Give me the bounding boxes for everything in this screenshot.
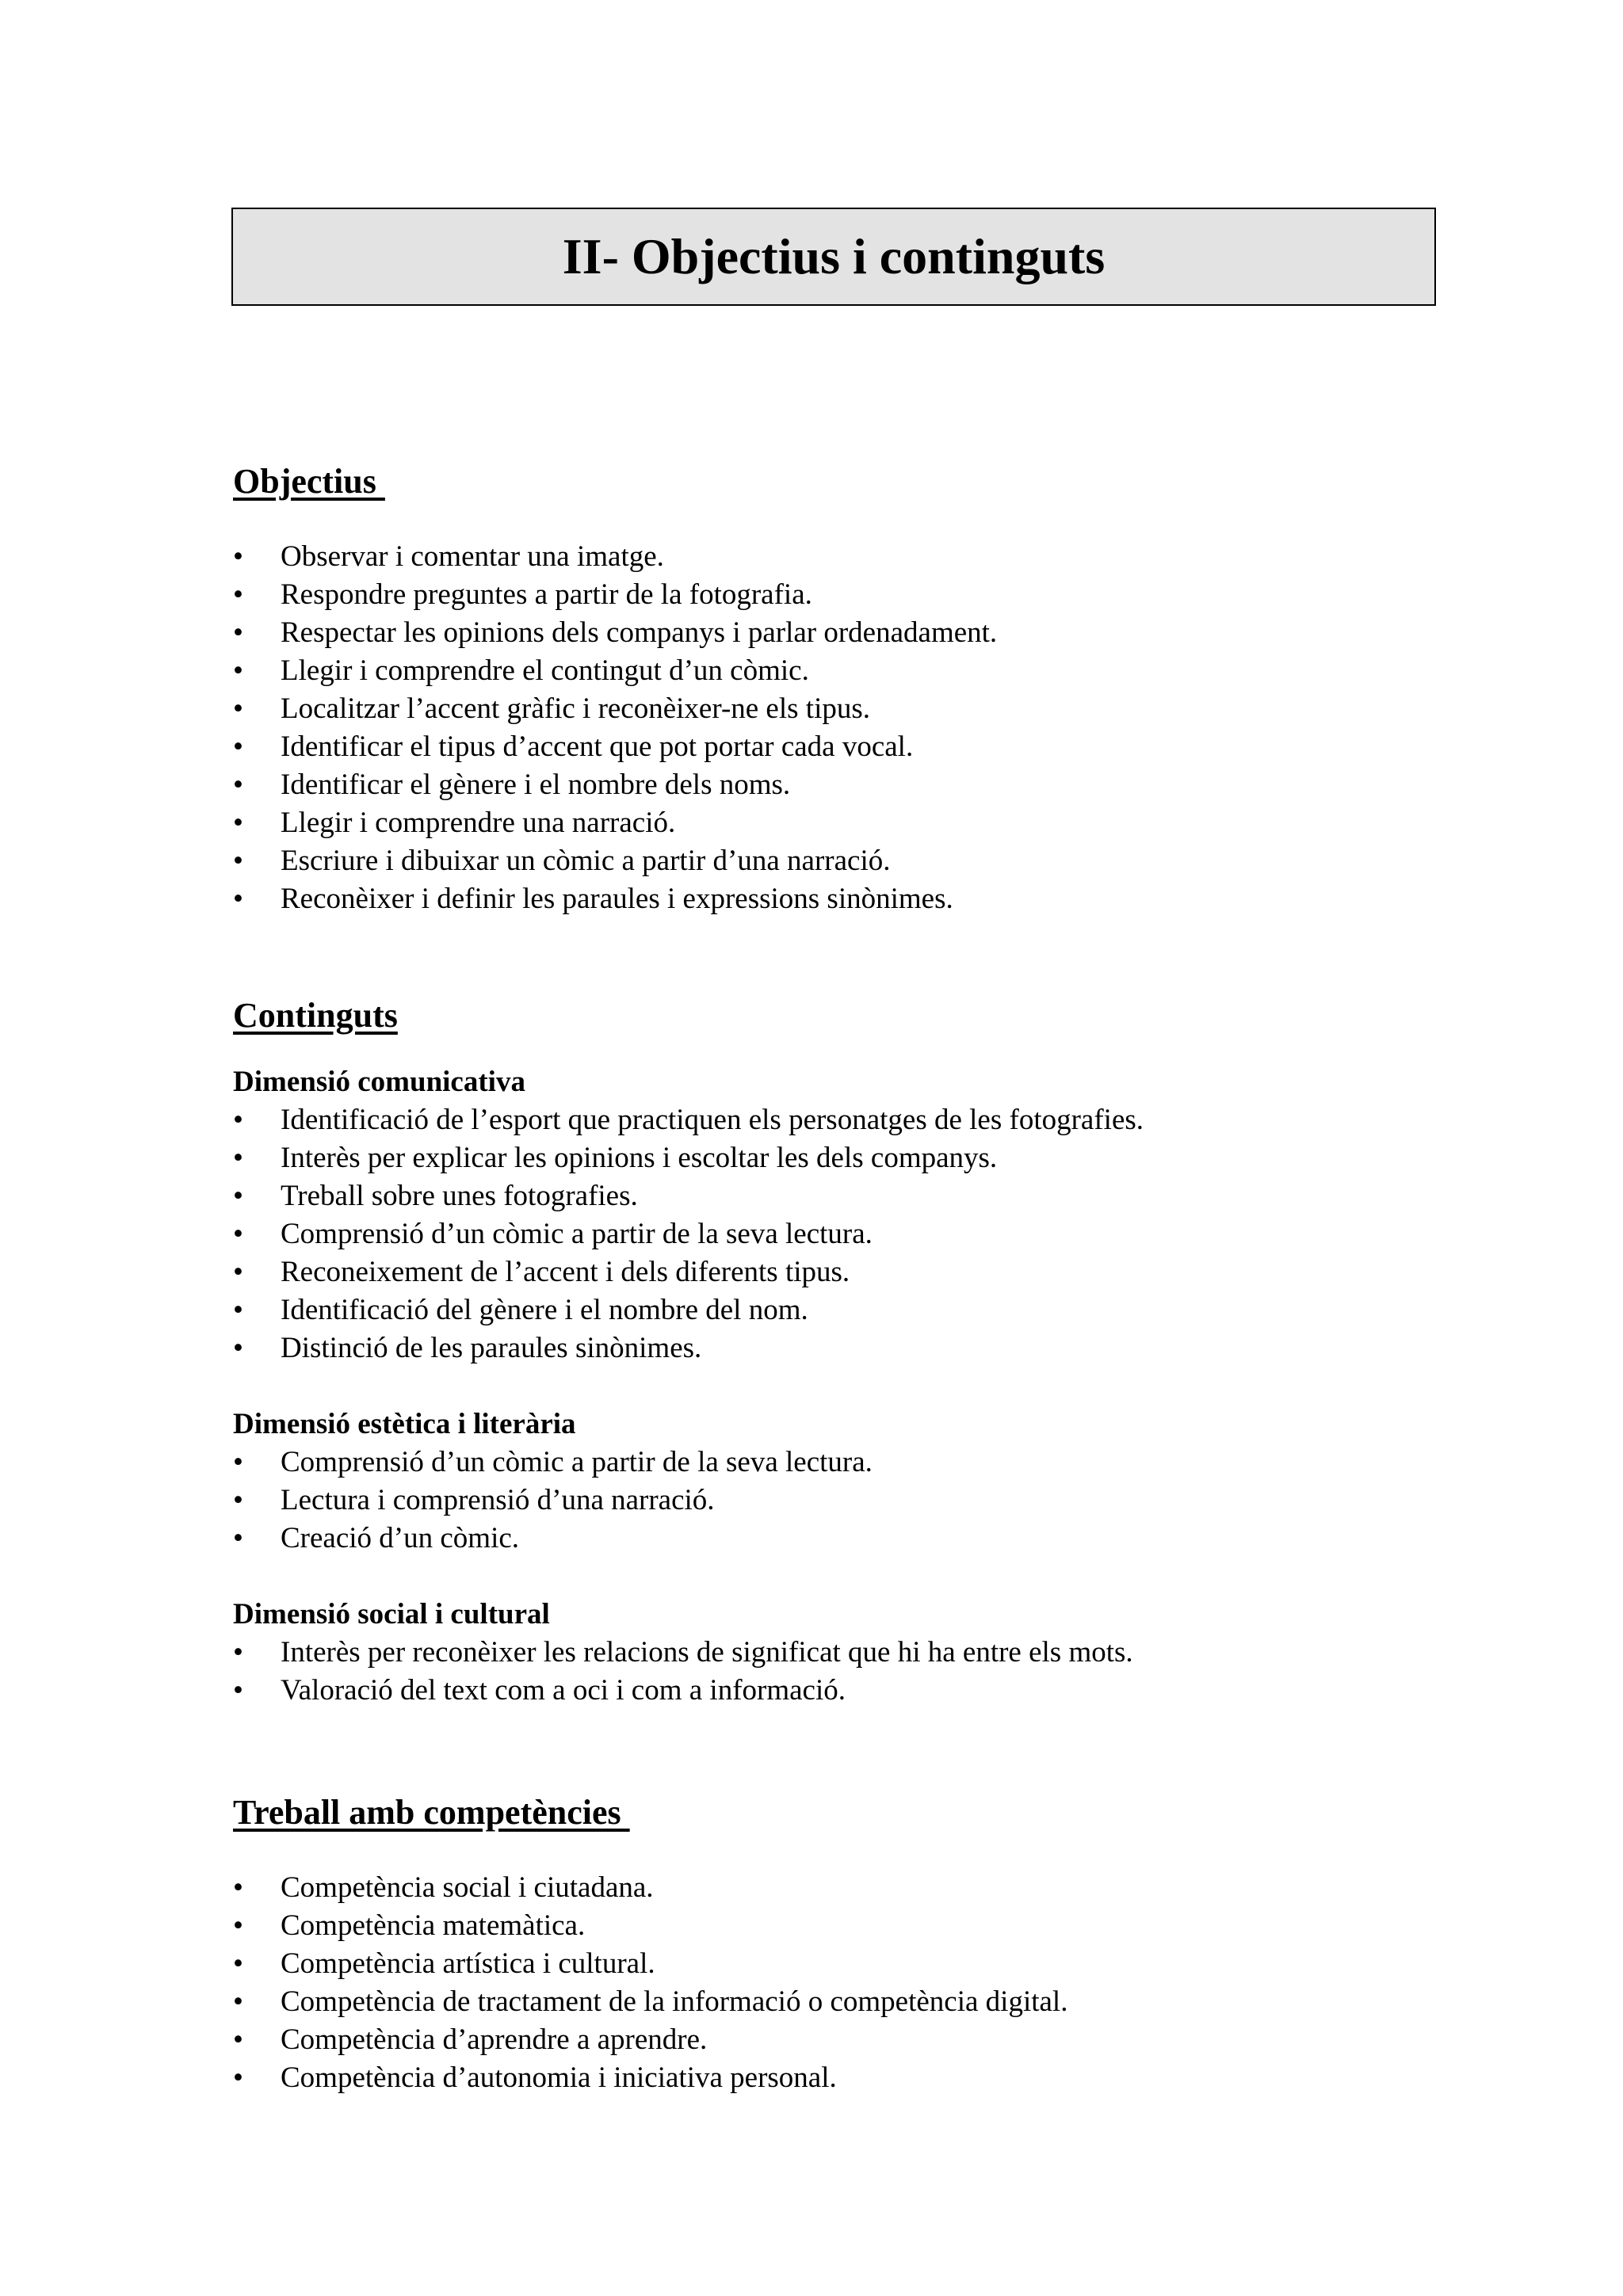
list-item: • Localitzar l’accent gràfic i reconèixer-ne els tipus. (233, 690, 997, 728)
objectius-heading: Objectius (233, 462, 385, 501)
dimensio-comunicativa-group (233, 1063, 1144, 1367)
list-item: • Competència social i ciutadana. (233, 1869, 1067, 1907)
bullet-glyph: • (233, 1985, 243, 2018)
objectius-list (233, 538, 997, 918)
list-item: • Interès per reconèixer les relacions de significat que hi ha entre els mots. (233, 1634, 1144, 1672)
bullet-glyph: • (233, 2023, 243, 2056)
list-item: • Respondre preguntes a partir de la fotografia. (233, 576, 997, 614)
bullet-glyph: • (233, 1674, 243, 1707)
list-item: • Identificació de l’esport que practiquen els personatges de les fotografies. (233, 1101, 1144, 1139)
list-item: • Llegir i comprendre una narració. (233, 804, 997, 842)
dimensio-social-group (233, 1596, 1144, 1710)
bullet-glyph: • (233, 1142, 243, 1174)
continguts-section (233, 998, 1144, 1710)
bullet-glyph: • (233, 1218, 243, 1250)
bullet-glyph: • (233, 1636, 243, 1669)
bullet-glyph: • (233, 883, 243, 915)
bullet-glyph: • (233, 616, 243, 649)
list-item: • Respectar les opinions dels companys i parlar ordenadament. (233, 614, 997, 652)
dimensio-estetica-group (233, 1405, 1144, 1558)
list-item: • Identificació del gènere i el nombre del nom. (233, 1291, 1144, 1329)
bullet-glyph: • (233, 730, 243, 763)
group-title: Dimensió estètica i literària (233, 1408, 576, 1440)
page-title-box (231, 208, 1436, 306)
group-title: Dimensió social i cultural (233, 1598, 550, 1630)
bullet-glyph: • (233, 1522, 243, 1554)
list-item: • Competència artística i cultural. (233, 1945, 1067, 1983)
bullet-glyph: • (233, 1909, 243, 1942)
continguts-heading: Continguts (233, 996, 398, 1035)
group-list (233, 1101, 1144, 1367)
list-item: • Identificar el tipus d’accent que pot portar cada vocal. (233, 728, 997, 766)
list-item: • Competència matemàtica. (233, 1907, 1067, 1945)
list-item: • Llegir i comprendre el contingut d’un còmic. (233, 652, 997, 690)
bullet-glyph: • (233, 1180, 243, 1212)
bullet-glyph: • (233, 769, 243, 801)
list-item: • Competència de tractament de la informació o competència digital. (233, 1983, 1067, 2021)
bullet-glyph: • (233, 1332, 243, 1364)
competencies-heading: Treball amb competències (233, 1793, 630, 1832)
bullet-glyph: • (233, 1947, 243, 1980)
objectius-section (233, 464, 997, 918)
list-item: • Treball sobre unes fotografies. (233, 1177, 1144, 1215)
bullet-glyph: • (233, 1256, 243, 1288)
list-item: • Reconeixement de l’accent i dels diferents tipus. (233, 1253, 1144, 1291)
list-item: • Observar i comentar una imatge. (233, 538, 997, 576)
list-item: • Identificar el gènere i el nombre dels noms. (233, 766, 997, 804)
bullet-glyph: • (233, 2061, 243, 2094)
list-item: • Distinció de les paraules sinònimes. (233, 1329, 1144, 1367)
bullet-glyph: • (233, 578, 243, 611)
group-list (233, 1634, 1144, 1710)
group-list (233, 1444, 1144, 1558)
bullet-glyph: • (233, 845, 243, 877)
competencies-list (233, 1869, 1067, 2097)
list-item: • Reconèixer i definir les paraules i expressions sinònimes. (233, 880, 997, 918)
list-item: • Escriure i dibuixar un còmic a partir d’una narració. (233, 842, 997, 880)
page-title: II- Objectius i continguts (562, 228, 1106, 284)
bullet-glyph: • (233, 1871, 243, 1904)
bullet-glyph: • (233, 654, 243, 687)
bullet-glyph: • (233, 1104, 243, 1136)
group-title: Dimensió comunicativa (233, 1066, 525, 1098)
competencies-section (233, 1795, 1067, 2097)
list-item: • Interès per explicar les opinions i escoltar les dels companys. (233, 1139, 1144, 1177)
bullet-glyph: • (233, 1446, 243, 1478)
list-item: • Competència d’autonomia i iniciativa personal. (233, 2059, 1067, 2097)
list-item: • Lectura i comprensió d’una narració. (233, 1482, 1144, 1520)
bullet-glyph: • (233, 540, 243, 573)
list-item: • Valoració del text com a oci i com a informació. (233, 1672, 1144, 1710)
list-item: • Creació d’un còmic. (233, 1520, 1144, 1558)
bullet-glyph: • (233, 807, 243, 839)
list-item: • Comprensió d’un còmic a partir de la seva lectura. (233, 1444, 1144, 1482)
bullet-glyph: • (233, 1484, 243, 1516)
list-item: • Competència d’aprendre a aprendre. (233, 2021, 1067, 2059)
bullet-glyph: • (233, 1294, 243, 1326)
list-item: • Comprensió d’un còmic a partir de la seva lectura. (233, 1215, 1144, 1253)
bullet-glyph: • (233, 692, 243, 725)
